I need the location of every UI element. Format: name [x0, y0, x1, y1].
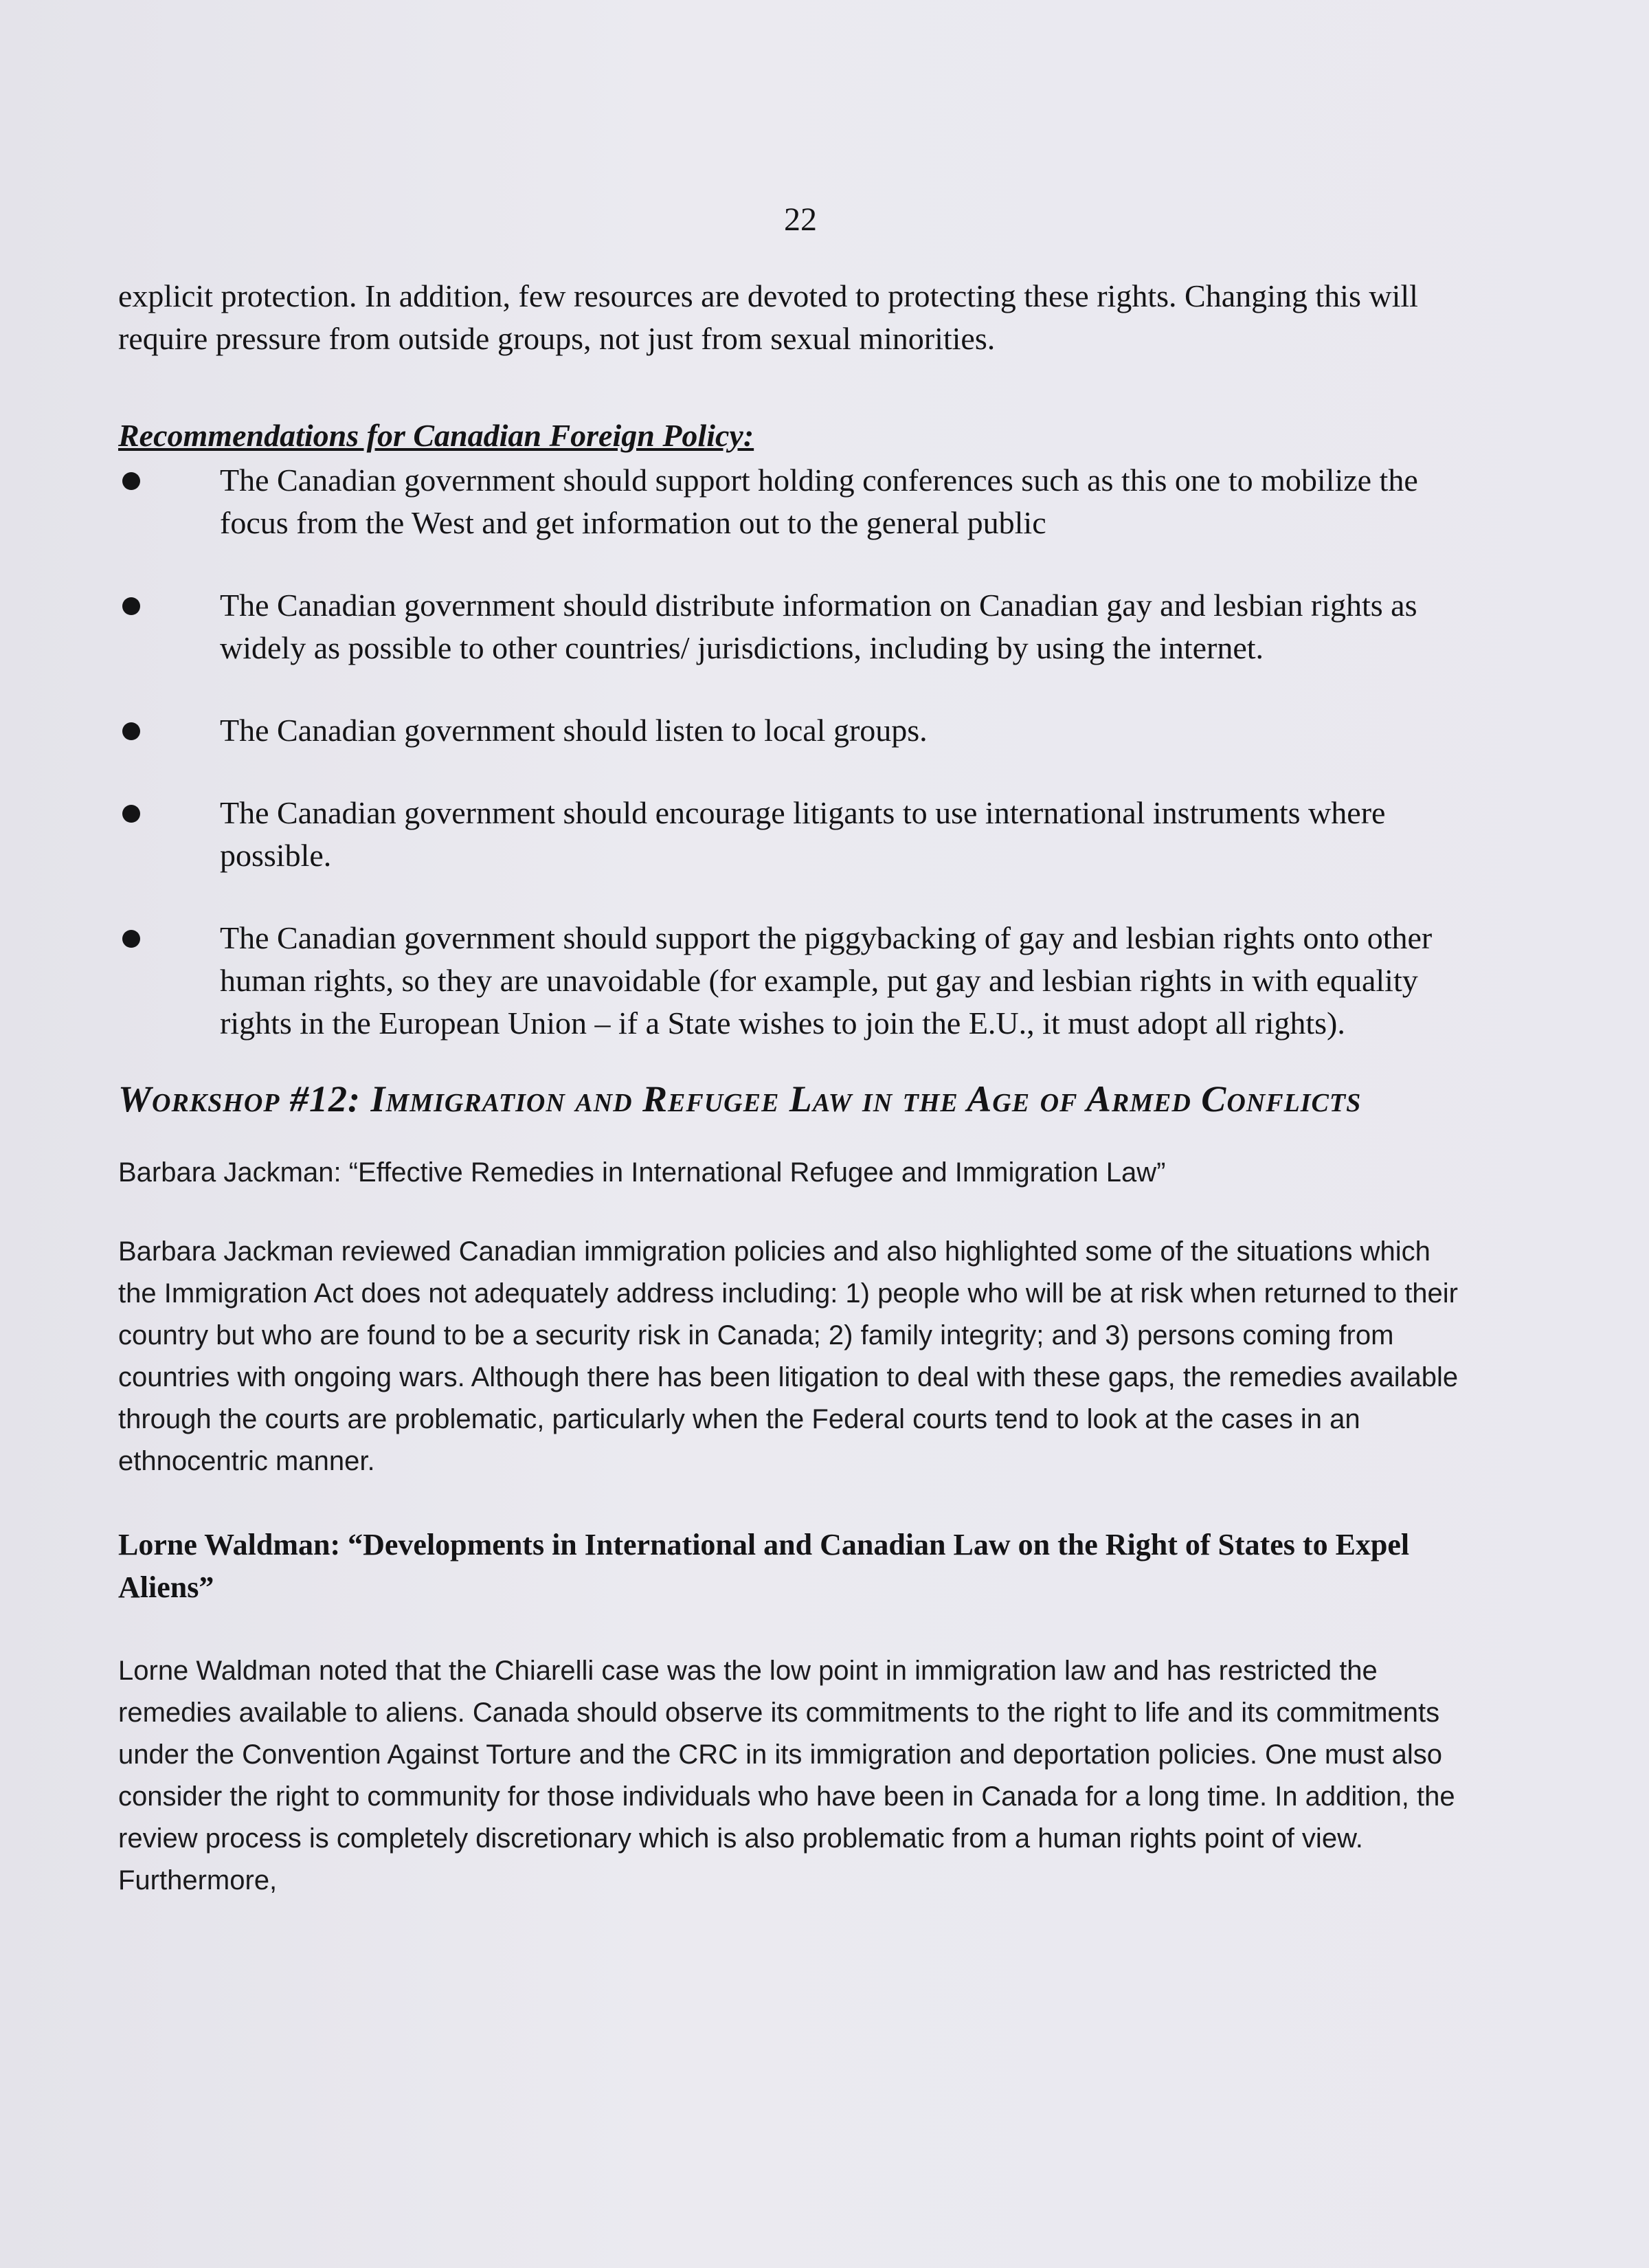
- recommendation-text: The Canadian government should listen to local groups.: [220, 713, 928, 748]
- recommendation-text: The Canadian government should distribute information on Canadian gay and lesbian rights as widely as possible to other countries/ jurisdictions, including by using the internet.: [220, 588, 1417, 665]
- recommendation-item: [118, 709, 1465, 752]
- recommendation-item: [118, 459, 1465, 544]
- recommendation-item: [118, 584, 1465, 669]
- page-number: 22: [784, 201, 817, 238]
- bullet-icon: [122, 597, 140, 615]
- workshop-title: Workshop #12: Immigration and Refugee Law in the Age of Armed Conflicts: [118, 1078, 1362, 1120]
- intro-paragraph: explicit protection. In addition, few resources are devoted to protecting these rights. Changing this will require pressure from outside groups, not just from sexual minorities.: [118, 278, 1418, 356]
- bullet-icon: [122, 930, 140, 948]
- recommendation-text: The Canadian government should support holding conferences such as this one to mobilize the focus from the West and get information out to the general public: [220, 463, 1418, 540]
- page-content: [118, 275, 1465, 1902]
- recommendation-item: [118, 917, 1465, 1045]
- speaker-summary-jackman: Barbara Jackman reviewed Canadian immigration policies and also highlighted some of the situations which the Immigration Act does not adequately address including: 1) people who will be at risk when returned to their country but who are found to be a security risk in Canada; 2) family integrity; and 3) persons coming from countries with ongoing wars. Although there has been litigation to deal with these gaps, the remedies available through the courts are problematic, particularly when the Federal courts tend to look at the cases in an ethnocentric manner.: [118, 1236, 1459, 1476]
- recommendation-text: The Canadian government should support the piggybacking of gay and lesbian rights onto other human rights, so they are unavoidable (for example, put gay and lesbian rights in with equality rights in the European Union – if a State wishes to join the E.U., it must adopt all rights).: [220, 920, 1433, 1041]
- recommendations-heading: Recommendations for Canadian Foreign Policy:: [118, 418, 754, 453]
- bullet-icon: [122, 472, 140, 490]
- bullet-icon: [122, 722, 140, 740]
- recommendation-item: [118, 792, 1465, 877]
- bullet-icon: [122, 805, 140, 823]
- recommendations-list: [118, 459, 1465, 1045]
- recommendation-text: The Canadian government should encourage litigants to use international instruments where possible.: [220, 795, 1386, 873]
- speaker-heading-waldman: Lorne Waldman: “Developments in International and Canadian Law on the Right of States to Expel Aliens”: [118, 1528, 1410, 1604]
- speaker-heading-jackman: Barbara Jackman: “Effective Remedies in International Refugee and Immigration Law”: [118, 1157, 1166, 1188]
- speaker-summary-waldman: Lorne Waldman noted that the Chiarelli case was the low point in immigration law and has restricted the remedies available to aliens. Canada should observe its commitments to the right to life and its commitments under the Convention Against Torture and the CRC in its immigration and deportation policies. One must also consider the right to community for those individuals who have been in Canada for a long time. In addition, the review process is completely discretionary which is also problematic from a human rights point of view. Furthermore,: [118, 1656, 1455, 1895]
